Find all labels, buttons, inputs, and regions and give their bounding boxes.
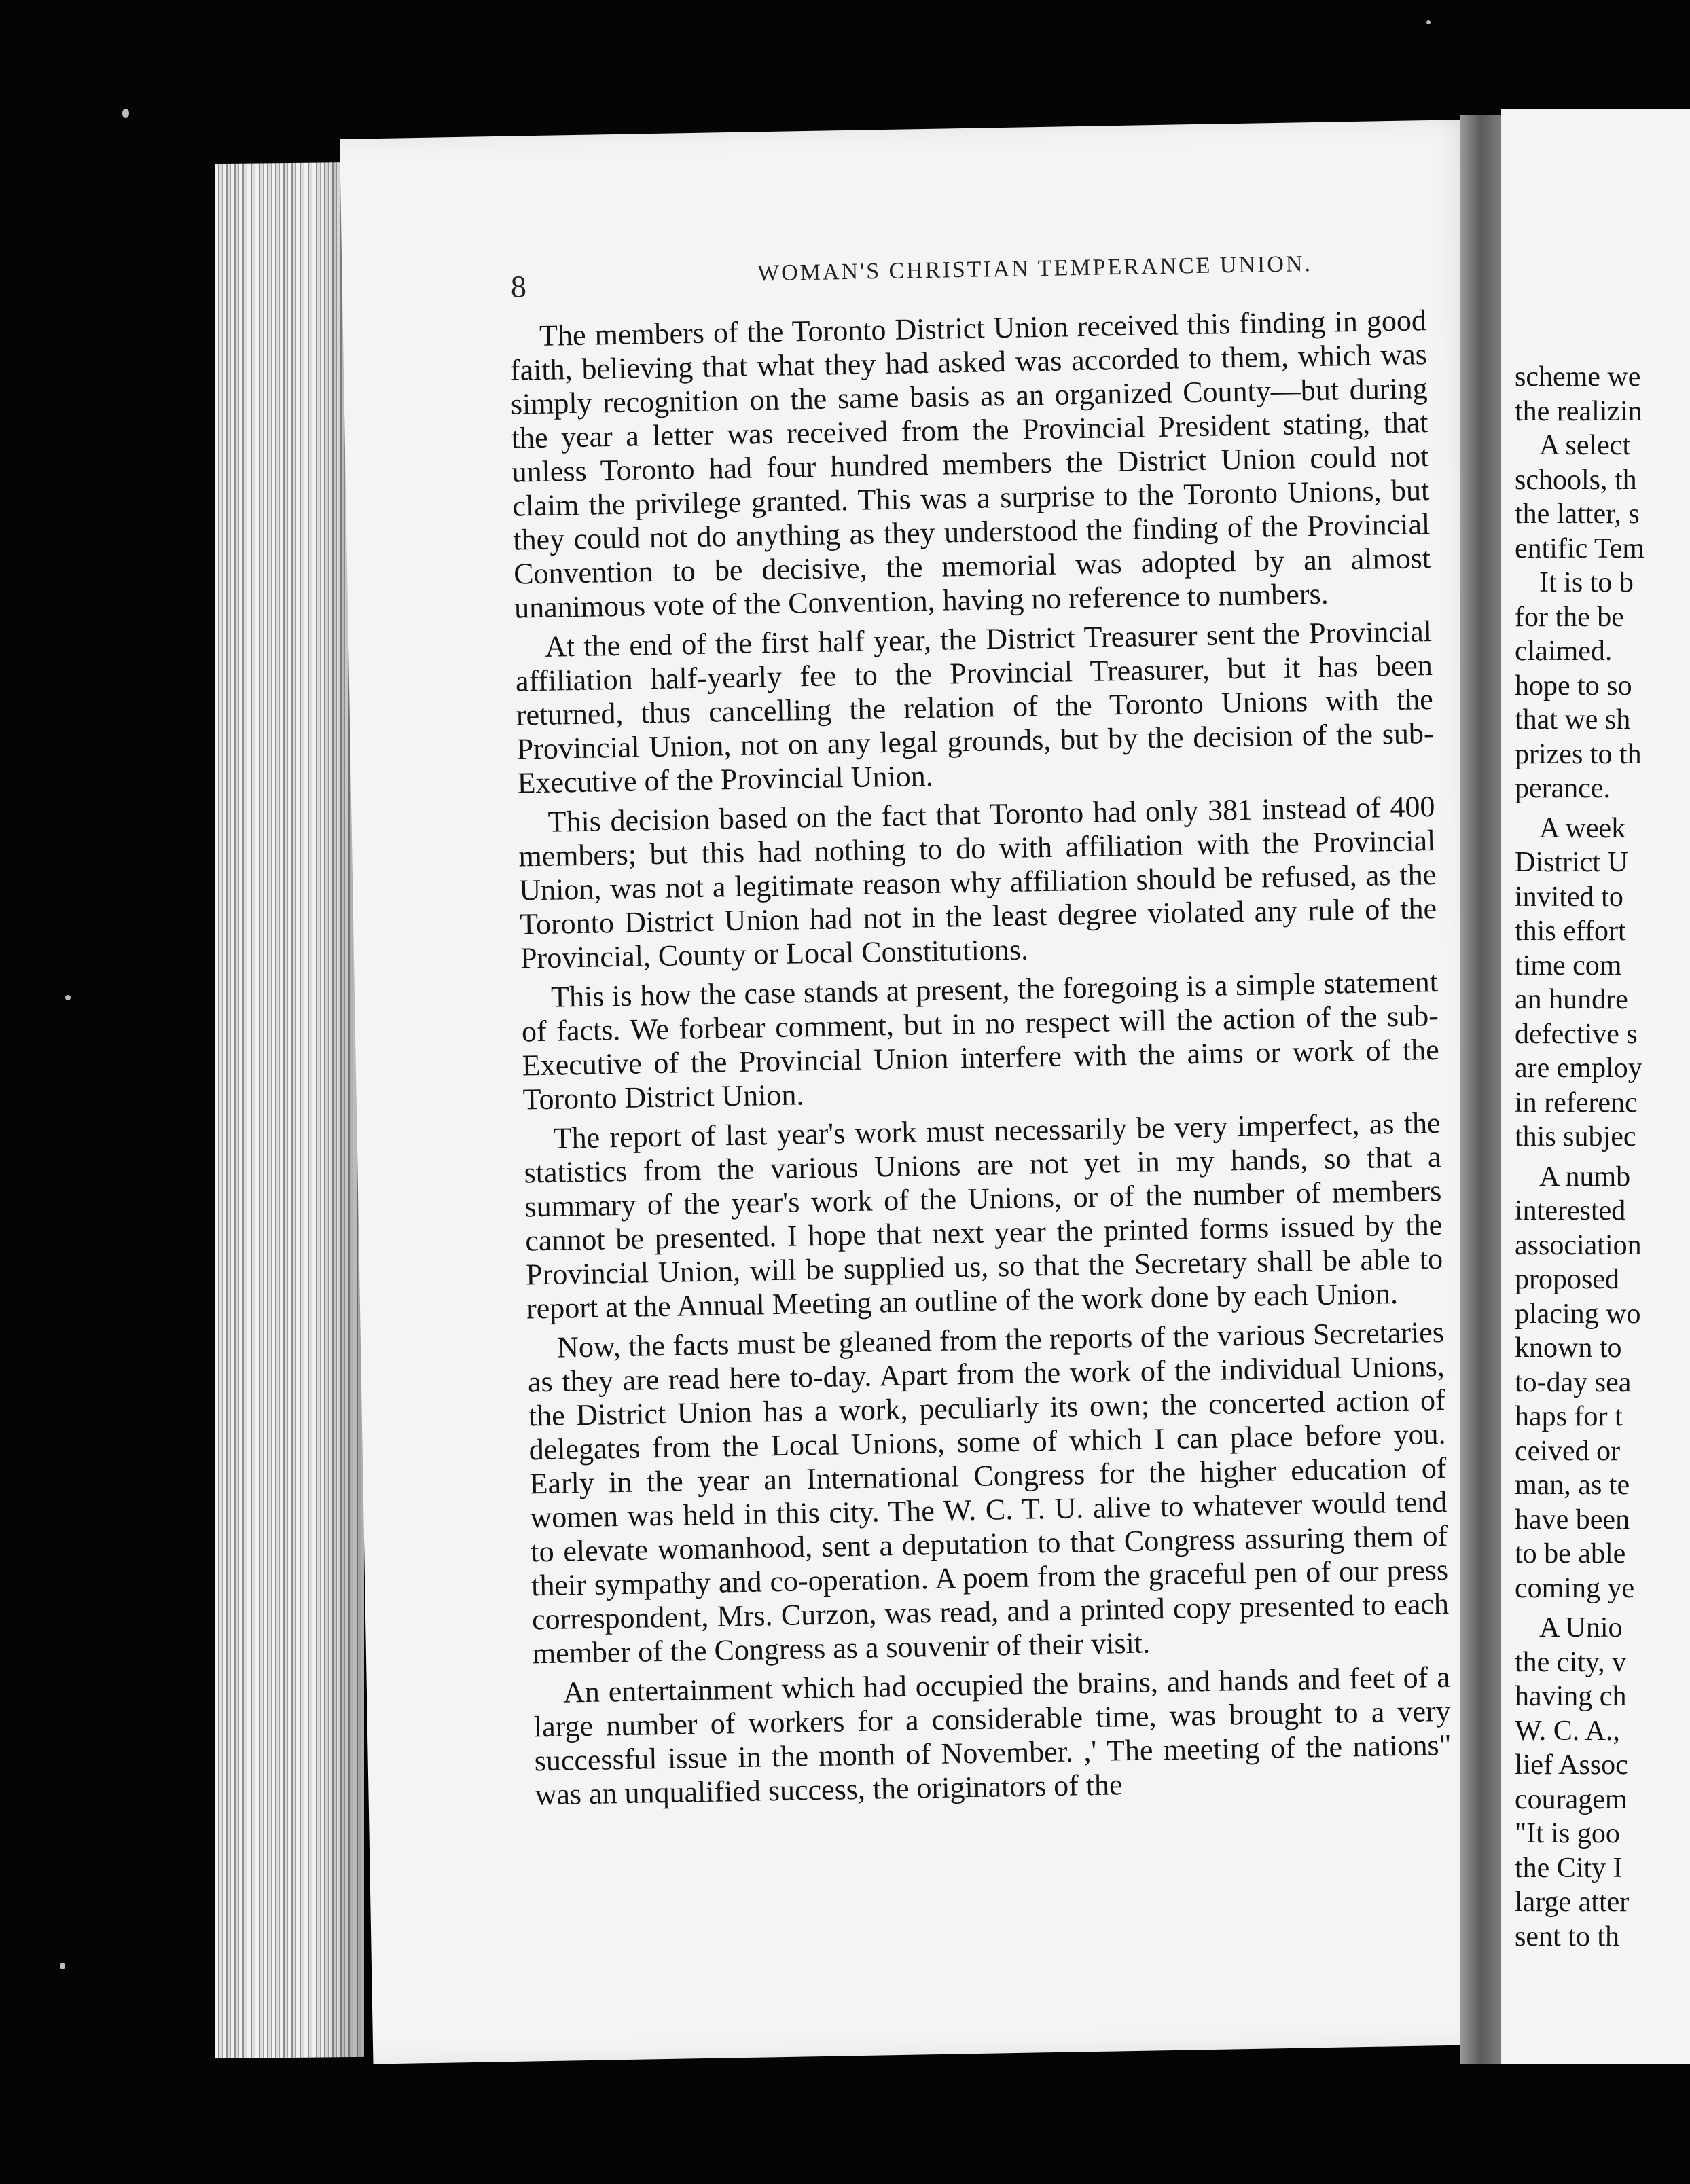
paragraph: Now, the facts must be gleaned from the reports of the various Secretaries as they are read here to-day. Apart from the work of the individual Unions, the District Union has a work, peculiarly its own; the concerted action of delegates from the Local Unions, some of which I can place before you. Early in the year an International Congress for the higher education of women was held in this city. The W. C. T. U. alive to whatever would tend to elevate womanhood, sent a deputation to that Congress assuring them of their sympathy and co-operation. A poem from the graceful pen of our press correspondent, Mrs. Curzon, was read, and a printed copy presented to each member of the Congress as a souvenir of their visit. [527,1315,1450,1671]
right-page-line: in referenc [1515,1087,1638,1118]
right-page-line: are employ [1515,1053,1642,1084]
right-page-line: having ch [1515,1681,1627,1712]
right-page-line: prizes to th [1515,738,1642,770]
scan-speck [1426,20,1431,24]
scan-speck [60,1963,65,1969]
right-page [1501,109,1690,2064]
right-page-line: lief Assoc [1515,1749,1628,1781]
paragraph: At the end of the first half year, the District Treasurer sent the Provincial affiliation half-yearly fee to the Provincial Treasurer, but it has been returned, thus cancelling the relation of the Toronto Unions with the Provincial Union, not on any legal grounds, but by the decision of the sub-Executive of the Provincial Union. [515,615,1434,800]
right-page-line: ceived or [1515,1435,1621,1467]
right-page-line: A select [1539,430,1631,461]
paragraph: This is how the case stands at present, the foregoing is a simple statement of facts. We forbear comment, but in no respect will the action of the sub-Executive of the Provincial Union interfere with the aims or work of the Toronto District Union. [521,964,1440,1116]
right-page-line: proposed [1515,1264,1619,1295]
right-page-line: haps for t [1515,1401,1623,1432]
right-page-line: invited to [1515,881,1623,913]
paragraph: An entertainment which had occupied the brains, and hands and feet of a large number of workers for a considerable time, was brought to a very successful issue in the month of November. ,' The meeting of the nations" was an unqualified success, the originators of the [533,1660,1452,1812]
right-page-line: known to [1515,1332,1622,1364]
right-page-line: W. C. A., [1515,1715,1620,1747]
page-number: 8 [510,269,527,304]
scan-speck [65,995,71,1000]
right-page-line: this effort [1515,915,1626,947]
right-page-line: this subjec [1515,1121,1636,1152]
right-page-line: sent to th [1515,1921,1619,1952]
right-page-line: the realizin [1515,395,1642,427]
running-head: WOMAN'S CHRISTIAN TEMPERANCE UNION. [757,251,1313,287]
right-page-line: that we sh [1515,704,1631,735]
right-page-line: the city, v [1515,1646,1627,1678]
right-page-line: A numb [1539,1161,1631,1193]
right-page-line: the latter, s [1515,498,1640,530]
paragraph: This decision based on the fact that Toronto had only 381 instead of 400 members; but this had nothing to do with affiliation with the Provincial Union, was not a legitimate reason why affiliation should be refused, as the Toronto District Union had not in the least degree violated any rule of the Provincial, County or Local Constitutions. [518,790,1437,975]
right-page-line: defective s [1515,1018,1638,1050]
right-page-line: an hundre [1515,984,1628,1015]
right-page-line: to-day sea [1515,1366,1632,1398]
right-page-line: entific Tem [1515,532,1645,564]
right-page-line: District U [1515,847,1628,878]
right-page-line: coming ye [1515,1572,1635,1604]
right-page-line: A Unio [1539,1612,1623,1643]
right-page-line: scheme we [1515,361,1641,393]
left-page [340,120,1514,2064]
left-page-body [509,304,1452,1817]
right-page-line: perance. [1515,773,1611,804]
right-page-line: placing wo [1515,1298,1641,1330]
right-page-line: claimed. [1515,636,1613,667]
paragraph: The report of last year's work must necessarily be very imperfect, as the statistics from the various Unions are not yet in my hands, so that a summary of the year's work of the Unions, or of the number of members cannot be presented. I hope that next year the printed forms issued by the Provincial Union, will be supplied us, so that the Secretary shall be able to report at the Annual Meeting an outline of the work done by each Union. [524,1106,1443,1326]
right-page-line: hope to so [1515,670,1632,702]
right-page-line: "It is goo [1515,1818,1620,1849]
right-page-line: large atter [1515,1887,1630,1918]
right-page-line: It is to b [1539,567,1634,598]
right-page-line: association [1515,1229,1642,1261]
right-page-line: interested [1515,1195,1626,1226]
right-page-line: time com [1515,949,1622,981]
right-page-line: A week [1539,812,1626,844]
paragraph: The members of the Toronto District Union received this finding in good faith, believing that what they had asked was accorded to them, which was simply recognition on the same basis as an organized County—but during the year a letter was received from the Provincial President stating, that unless Toronto had four hundred members the District Union could not claim the privilege granted. This was a surprise to the Toronto Unions, but they could not do anything as they understood the finding of the Provincial Convention to be decisive, the memorial was adopted by an almost unanimous vote of the Convention, having no reference to numbers. [509,304,1431,625]
right-page-line: for the be [1515,601,1624,633]
right-page-line: couragem [1515,1783,1628,1815]
right-page-body [1515,360,1690,1954]
right-page-line: schools, th [1515,464,1637,496]
scan-speck [122,109,129,118]
right-page-line: the City I [1515,1852,1623,1884]
right-page-line: have been [1515,1504,1630,1535]
right-page-line: man, as te [1515,1470,1630,1501]
right-page-line: to be able [1515,1538,1626,1569]
